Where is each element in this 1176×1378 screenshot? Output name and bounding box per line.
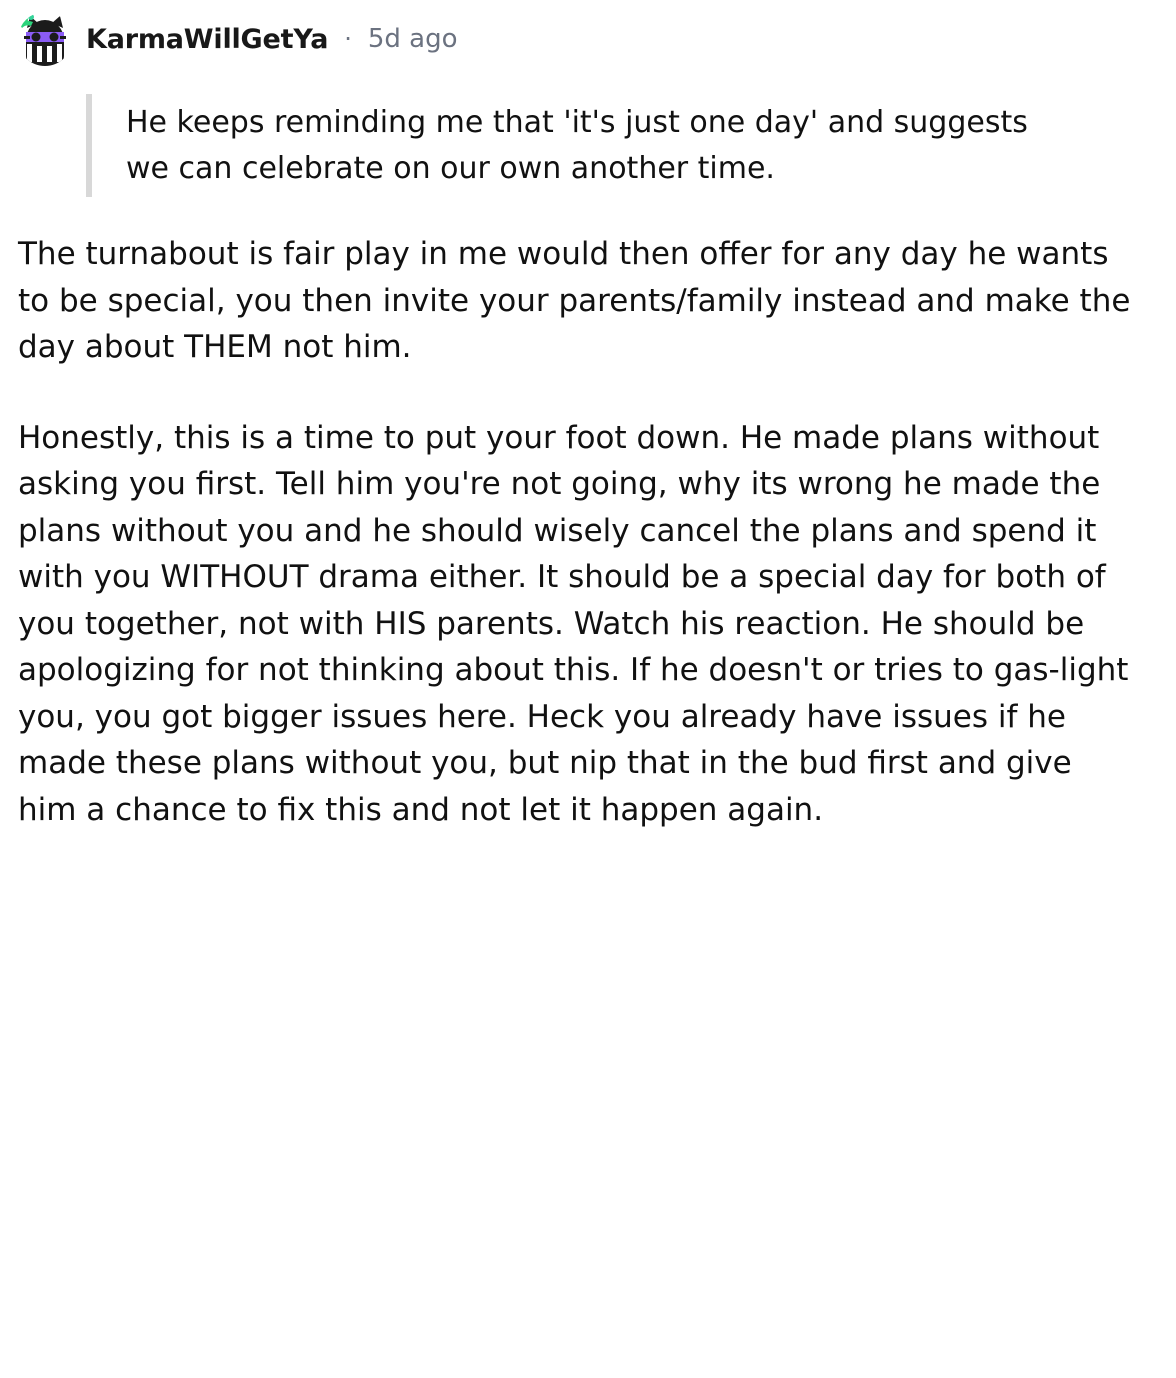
comment-paragraph-1: The turnabout is fair play in me would then offer for any day he wants to be special, you then invite your parents/family instead and make the day about THEM not him.	[18, 236, 1131, 366]
cat-avatar-icon[interactable]	[18, 12, 72, 66]
comment-body	[18, 231, 1158, 833]
comment-author[interactable]: KarmaWillGetYa	[86, 23, 329, 55]
header-separator: ·	[344, 25, 352, 53]
quoted-text-content: He keeps reminding me that 'it's just one day' and suggests we can celebrate on our own another time.	[126, 105, 1028, 186]
comment-timestamp: 5d ago	[367, 24, 458, 54]
quoted-text	[86, 94, 1046, 197]
comment-header	[18, 10, 1158, 68]
comment-paragraph-2: Honestly, this is a time to put your foot down. He made plans without asking you first. Tell him you're not going, why its wrong he made the plans without you and he should wisely cancel the plans and spend it with you WITHOUT drama either. It should be a special day for both of you together, not with HIS parents. Watch his reaction. He should be apologizing for not thinking about this. If he doesn't or tries to gas-light you, you got bigger issues here. Heck you already have issues if he made these plans without you, but nip that in the bud first and give him a chance to fix this and not let it happen again.	[18, 419, 1129, 828]
